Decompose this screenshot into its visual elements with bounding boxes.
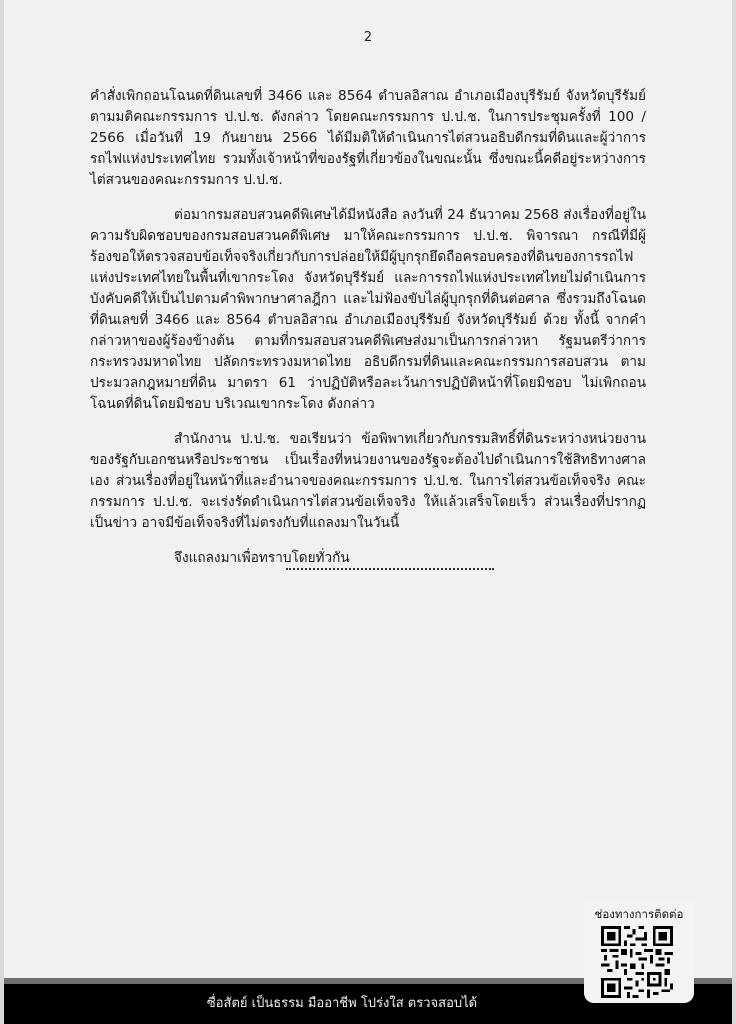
paragraph-3: สำนักงาน ป.ป.ช. ขอเรียนว่า ข้อพิพาทเกี่ยวกับกรรมสิทธิ์ที่ดินระหว่างหน่วยงานของรัฐกับเอกชนหรือประชาชน เป็นเรื่องที่หน่วยงานของรัฐจะต้องไปดำเนินการใช้สิทธิทางศาลเอง ส่วนเรื่องที่อยู่ในหน้าที่และอำนาจของคณะกรรมการ ป.ป.ช. ในการไต่สวนข้อเท็จจริง คณะกรรมการ ป.ป.ช. จะเร่งรัดดำเนินการไต่สวนข้อเท็จจริง ให้แล้วเสร็จโดยเร็ว ส่วนเรื่องที่ปรากฏเป็นข่าว อาจมีข้อเท็จจริงที่ไม่ตรงกับที่แถลงมาในวันนี้ [90,431,646,531]
qr-code-icon[interactable] [601,926,673,998]
closing-statement: จึงแถลงมาเพื่อทราบโดยทั่วกัน [174,550,350,566]
document-body [90,86,646,583]
page-number: 2 [363,30,373,45]
footer-slogan: ซื่อสัตย์ เป็นธรรม มืออาชีพ โปร่งใส ตรวจสอบได้ [206,996,478,1011]
document-page [4,0,732,1024]
dotted-signature-line [286,568,494,570]
contact-label: ช่องทางการติดต่อ [594,907,684,921]
paragraph-1: คำสั่งเพิกถอนโฉนดที่ดินเลขที่ 3466 และ 8564 ตำบลอิสาณ อำเภอเมืองบุรีรัมย์ จังหวัดบุรีรัมย์ ตามมติคณะกรรมการ ป.ป.ช. ดังกล่าว โดยคณะกรรมการ ป.ป.ช. ในการประชุมครั้งที่ 100 / 2566 เมื่อวันที่ 19 กันยายน 2566 ได้มีมติให้ดำเนินการไต่สวนอธิบดีกรมที่ดินและผู้ว่าการรถไฟแห่งประเทศไทย รวมทั้งเจ้าหน้าที่ของรัฐที่เกี่ยวข้องในขณะนั้น ซึ่งขณะนี้คดีอยู่ระหว่างการไต่สวนของคณะกรรมการ ป.ป.ช. [90,88,646,188]
paragraph-2: ต่อมากรมสอบสวนคดีพิเศษได้มีหนังสือ ลงวันที่ 24 ธันวาคม 2568 ส่งเรื่องที่อยู่ในความรับผิดชอบของกรมสอบสวนคดีพิเศษ มาให้คณะกรรมการ ป.ป.ช. พิจารณา กรณีที่มีผู้ร้องขอให้ตรวจสอบข้อเท็จจริงเกี่ยวกับการปล่อยให้มีผู้บุกรุกยึดถือครอบครองที่ดินของการรถไฟแห่งประเทศไทยในพื้นที่เขากระโดง จังหวัดบุรีรัมย์ และการรถไฟแห่งประเทศไทยไม่ดำเนินการบังคับคดีให้เป็นไปตามคำพิพากษาศาลฎีกา และไม่ฟ้องขับไล่ผู้บุกรุกที่ดินต่อศาล ซึ่งรวมถึงโฉนดที่ดินเลขที่ 3466 และ 8564 ตำบลอิสาณ อำเภอเมืองบุรีรัมย์ จังหวัดบุรีรัมย์ ด้วย ทั้งนี้ จากคำกล่าวหาของผู้ร้องข้างต้น ตามที่กรมสอบสวนคดีพิเศษส่งมาเป็นการกล่าวหา รัฐมนตรีว่าการกระทรวงมหาดไทย ปลัดกระทรวงมหาดไทย อธิบดีกรมที่ดินและคณะกรรมการสอบสวน ตามประมวลกฎหมายที่ดิน มาตรา 61 ว่าปฏิบัติหรือละเว้นการปฏิบัติหน้าที่โดยมิชอบ ไม่เพิกถอนโฉนดที่ดินโดยมิชอบ บริเวณเขากระโดง ดังกล่าว [90,207,646,412]
